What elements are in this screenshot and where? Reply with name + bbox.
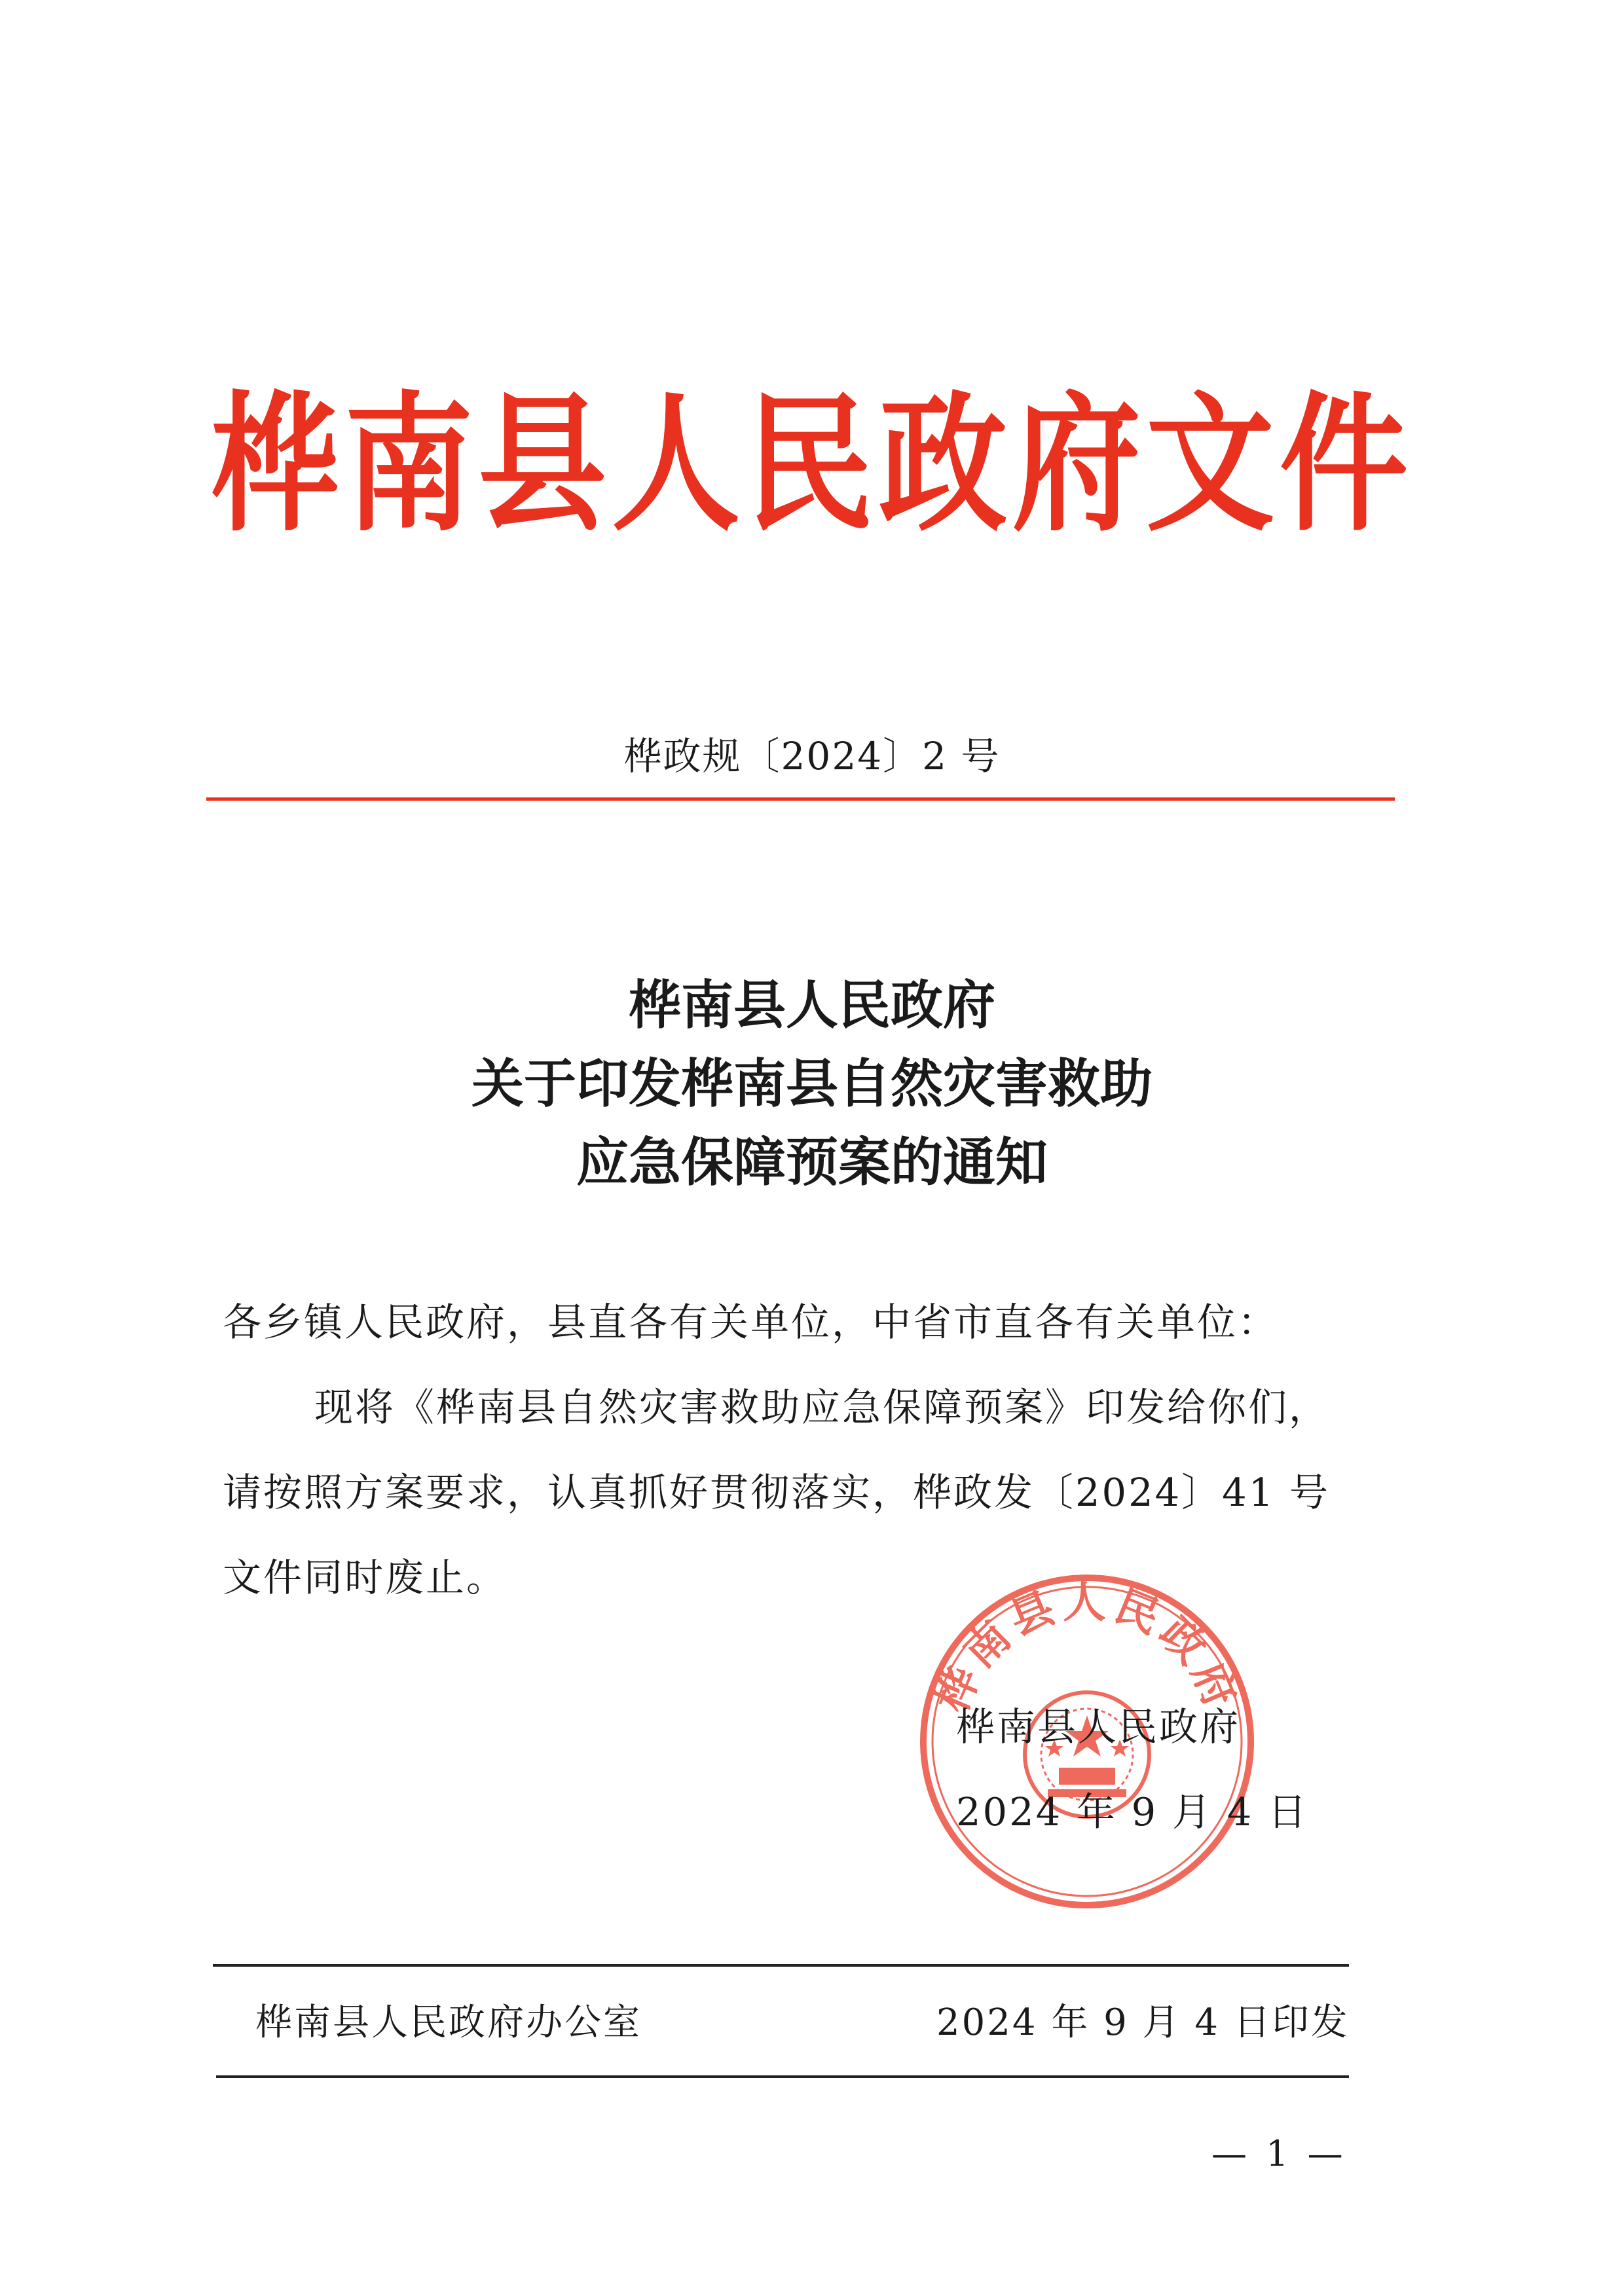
print-date: 2024 年 9 月 4 日印发: [936, 2001, 1350, 2044]
issuer-signature: 桦南县人民政府: [956, 1704, 1241, 1749]
body-paragraph-line-2: 请按照方案要求，认真抓好贯彻落实，桦政发〔2024〕41 号: [223, 1470, 1330, 1515]
issuing-office: 桦南县人民政府办公室: [255, 2001, 642, 2044]
footer-top-rule: [213, 1964, 1349, 1967]
document-masthead: 桦南县人民政府文件: [210, 378, 1413, 553]
signature-date: 2024 年 9 月 4 日: [956, 1789, 1308, 1834]
title-line-1: 桦南县人民政府: [629, 974, 995, 1036]
page-number: — 1 —: [1211, 2133, 1347, 2174]
seal-text: 桦南县人民政府: [926, 1577, 1248, 1720]
body-paragraph-line-3: 文件同时废止。: [223, 1555, 507, 1600]
document-number: 桦政规〔2024〕2 号: [623, 734, 1001, 778]
title-line-3: 应急保障预案的通知: [576, 1131, 1048, 1193]
svg-text:桦南县人民政府: [927, 1577, 1248, 1719]
addressees: 各乡镇人民政府，县直各有关单位，中省市直各有关单位：: [223, 1300, 1279, 1345]
title-line-2: 关于印发桦南县自然灾害救助: [471, 1053, 1153, 1114]
masthead-red-rule: [206, 797, 1395, 801]
body-paragraph-line-1: 现将《桦南县自然灾害救助应急保障预案》印发给你们，: [314, 1385, 1330, 1430]
footer-bottom-rule: [216, 2075, 1349, 2078]
